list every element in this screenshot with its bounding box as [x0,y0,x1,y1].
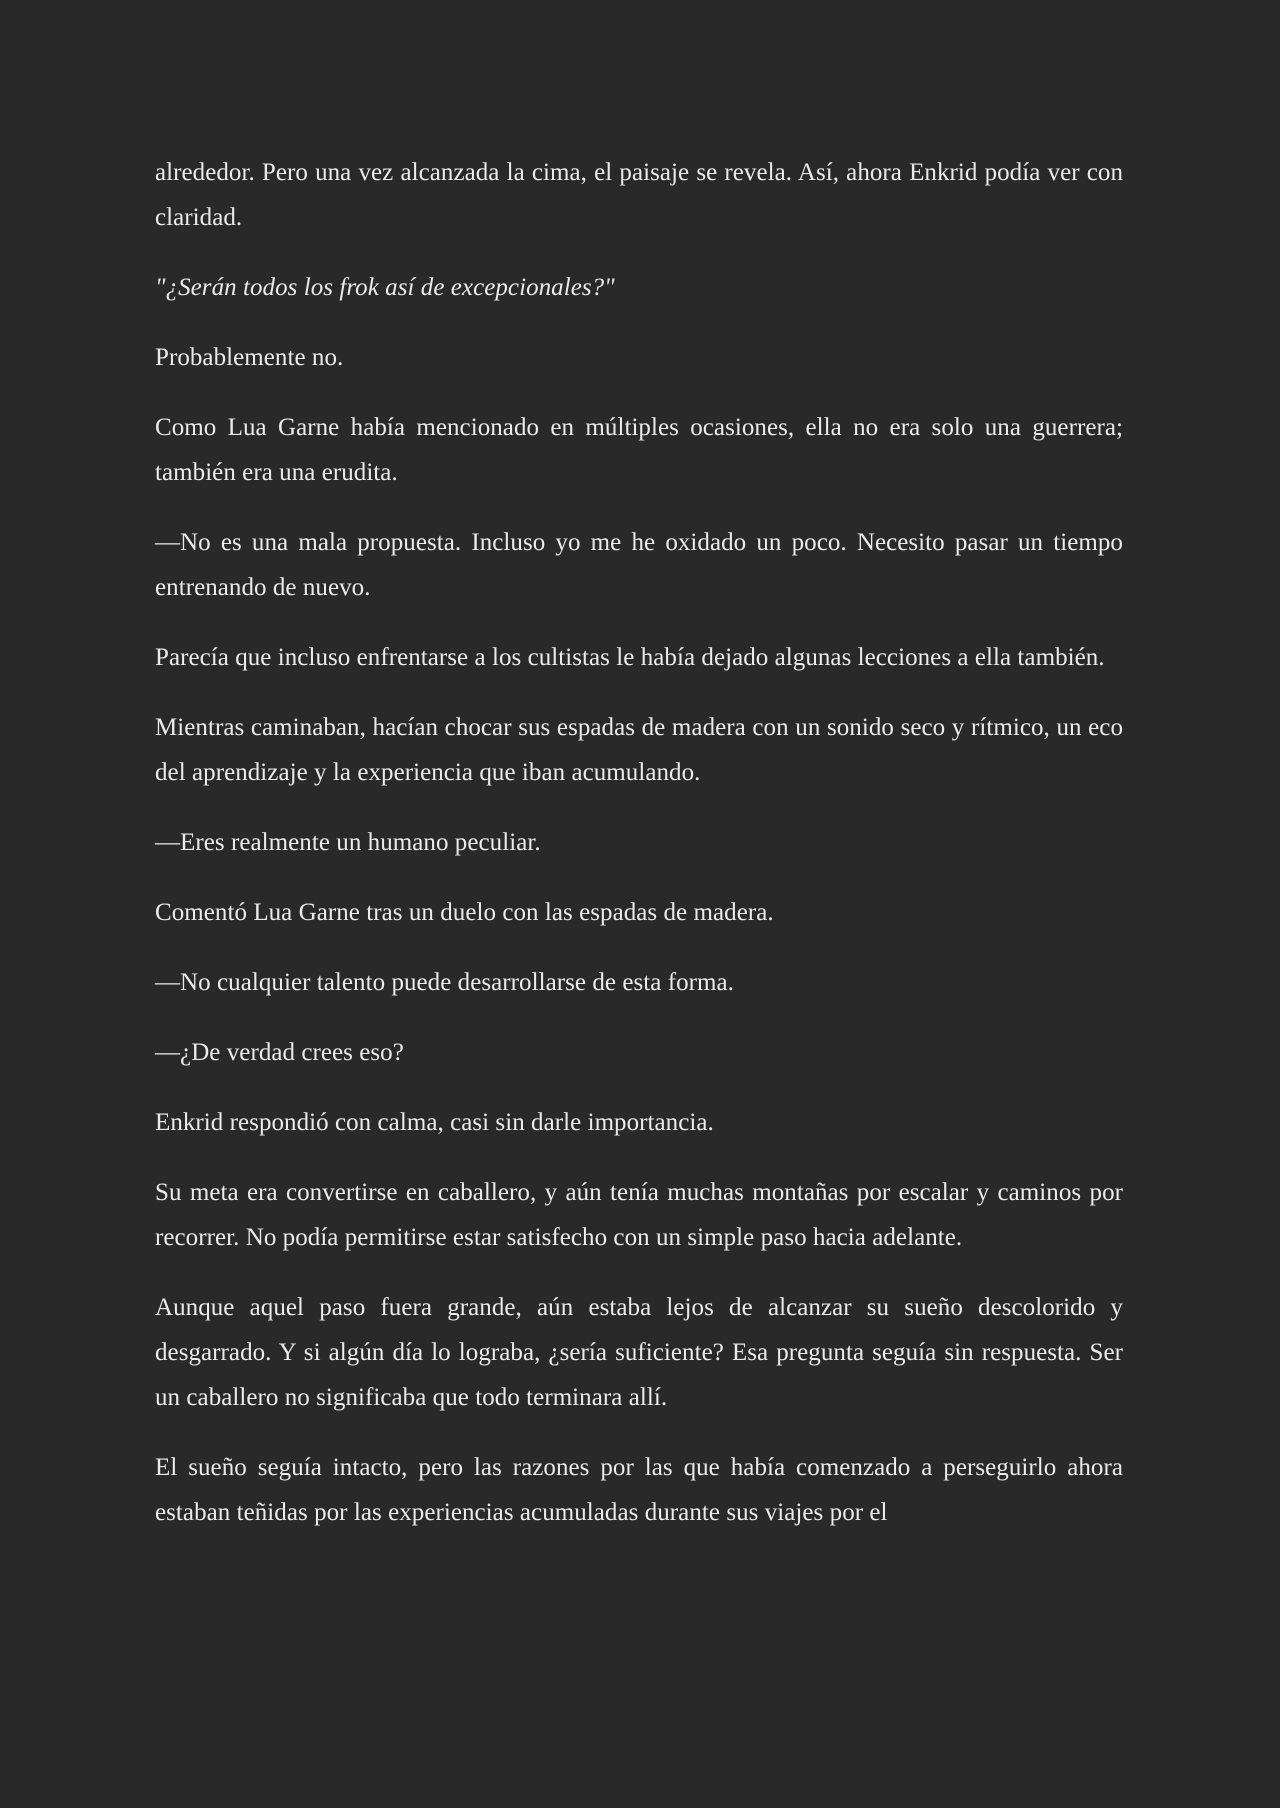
paragraph-dialogue: —No es una mala propuesta. Incluso yo me he oxidado un poco. Necesito pasar un tiempo entrenando de nuevo. [155,529,1123,601]
paragraph: Mientras caminaban, hacían chocar sus espadas de madera con un sonido seco y rítmico, un eco del aprendizaje y la experiencia que iban acumulando. [155,714,1123,786]
paragraph-dialogue: —¿De verdad crees eso? [155,1039,404,1066]
paragraph: alrededor. Pero una vez alcanzada la cima, el paisaje se revela. Así, ahora Enkrid podía ver con claridad. [155,159,1123,231]
paragraph: Como Lua Garne había mencionado en múltiples ocasiones, ella no era solo una guerrera; también era una erudita. [155,414,1123,486]
paragraph: El sueño seguía intacto, pero las razones por las que había comenzado a perseguirlo ahora estaban teñidas por las experiencias acumuladas durante sus viajes por el [155,1454,1123,1526]
paragraph: Enkrid respondió con calma, casi sin darle importancia. [155,1109,714,1136]
paragraph: Aunque aquel paso fuera grande, aún estaba lejos de alcanzar su sueño descolorido y desgarrado. Y si algún día lo lograba, ¿sería suficiente? Esa pregunta seguía sin respuesta. Ser un caballero no significaba que todo terminara allí. [155,1294,1123,1411]
reader-page [155,150,1123,1560]
paragraph: Probablemente no. [155,344,344,371]
paragraph-italic-thought: "¿Serán todos los frok así de excepcionales?" [155,274,615,301]
paragraph-dialogue: —Eres realmente un humano peculiar. [155,829,541,856]
paragraph: Parecía que incluso enfrentarse a los cultistas le había dejado algunas lecciones a ella también. [155,644,1105,671]
paragraph-dialogue: —No cualquier talento puede desarrollarse de esta forma. [155,969,734,996]
paragraph: Su meta era convertirse en caballero, y aún tenía muchas montañas por escalar y caminos por recorrer. No podía permitirse estar satisfecho con un simple paso hacia adelante. [155,1179,1123,1251]
paragraph: Comentó Lua Garne tras un duelo con las espadas de madera. [155,899,774,926]
